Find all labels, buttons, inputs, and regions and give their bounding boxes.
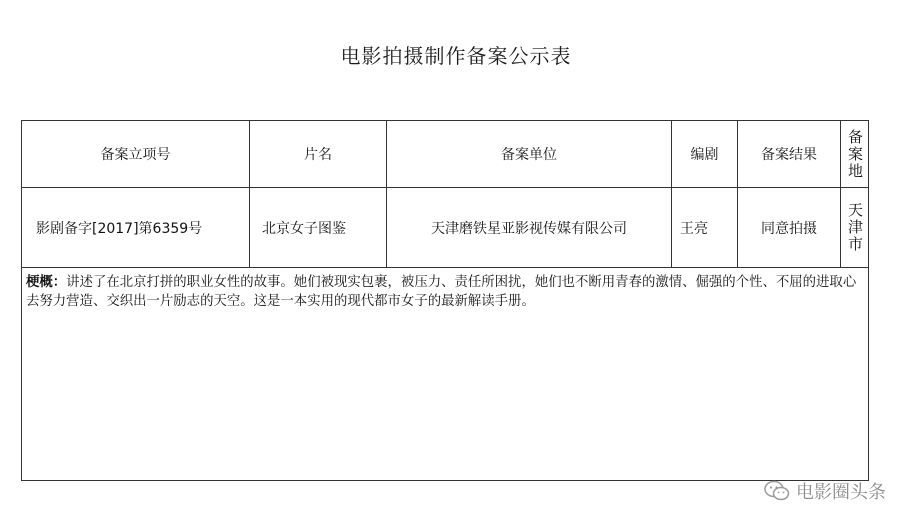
cell-record-no: 影剧备字[2017]第6359号	[22, 188, 250, 267]
cell-result: 同意拍摄	[738, 188, 841, 267]
watermark	[764, 478, 886, 504]
synopsis-text: 讲述了在北京打拼的职业女性的故事。她们被现实包裹，被压力、责任所困扰，她们也不断用青春的激情、倔强的个性、不屈的进取心去努力营造、交织出一片励志的天空。这是一本实用的现代都市女子的最新解读手册。	[26, 275, 857, 309]
synopsis	[22, 268, 868, 480]
header-film-name: 片名	[250, 121, 387, 187]
record-table	[21, 120, 869, 481]
header-record-no: 备案立项号	[22, 121, 250, 187]
watermark-text: 电影圈头条	[796, 482, 886, 503]
table-row	[22, 188, 868, 268]
wechat-icon	[764, 480, 790, 502]
cell-screenwriter: 王亮	[672, 188, 738, 267]
synopsis-label: 梗概：	[26, 275, 67, 290]
table-header-row	[22, 121, 868, 188]
header-location: 备案地	[846, 128, 864, 180]
cell-location: 天津市	[846, 202, 864, 253]
header-result: 备案结果	[738, 121, 841, 187]
header-filing-unit: 备案单位	[387, 121, 672, 187]
header-screenwriter: 编剧	[672, 121, 738, 187]
cell-film-name: 北京女子图鉴	[250, 188, 387, 267]
cell-filing-unit: 天津磨铁星亚影视传媒有限公司	[387, 188, 672, 267]
header-location-cell	[841, 121, 868, 187]
cell-location-cell	[841, 188, 868, 267]
page-title: 电影拍摄制作备案公示表	[340, 44, 572, 68]
